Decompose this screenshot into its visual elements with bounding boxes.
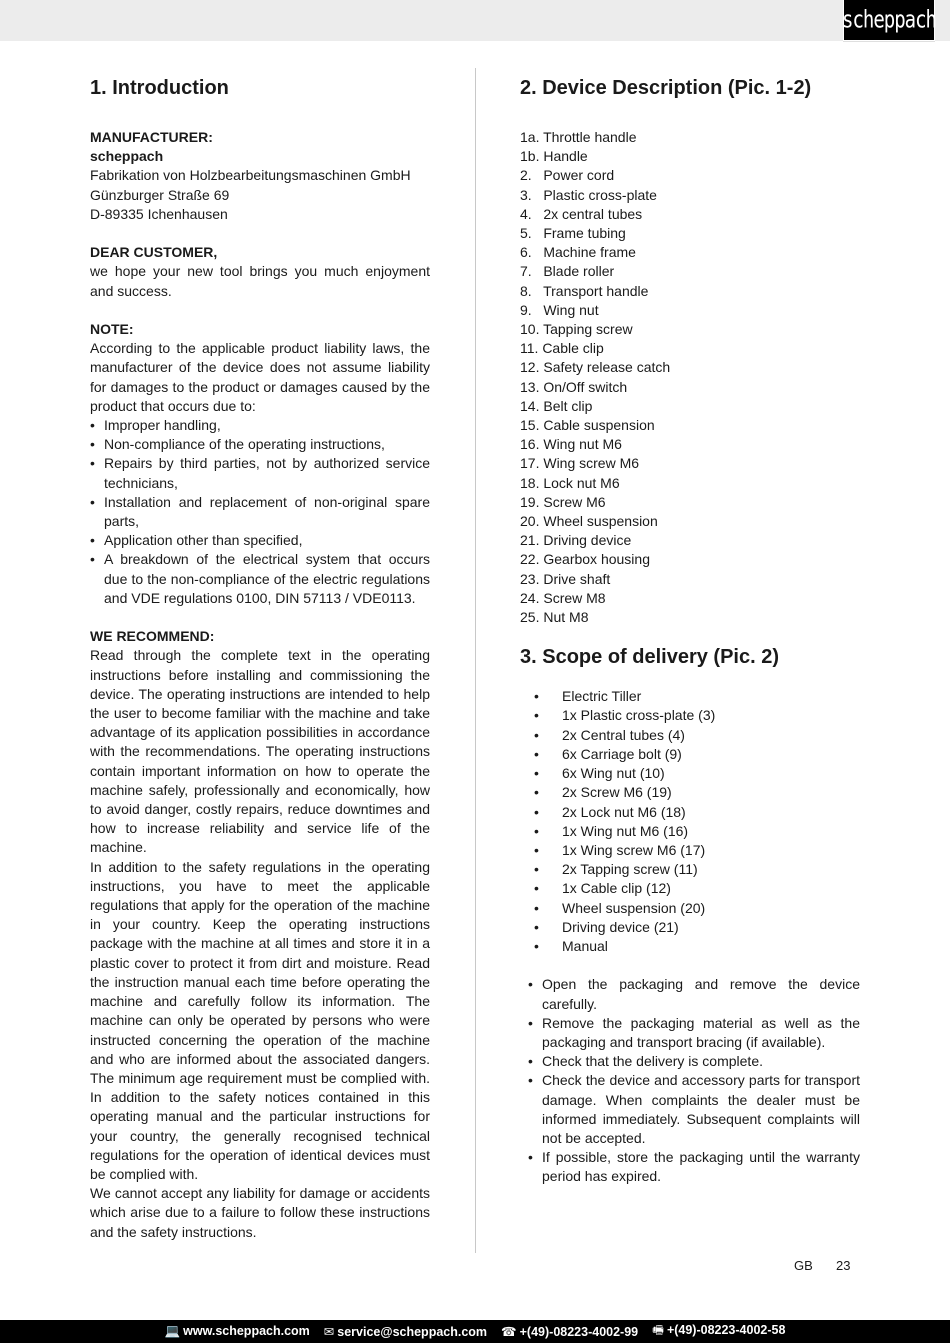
footer-phone: [501, 1324, 638, 1339]
list-item: • A breakdown of the electrical system that occurs due to the non-compliance of the electric regulations and VDE regulations 0100, DIN 57113 / VDE0113.: [90, 550, 430, 608]
list-item: 14. Belt clip: [520, 397, 593, 414]
list-item: • Remove the packaging material as well as the packaging and transport bracing (if available).: [528, 1014, 860, 1052]
list-item: 2. Power cord: [520, 167, 615, 184]
list-item: 24. Screw M8: [520, 589, 606, 606]
footer-email[interactable]: [324, 1324, 487, 1339]
footer-web[interactable]: [165, 1324, 310, 1339]
list-item: 19. Screw M6: [520, 493, 606, 510]
paragraph: Read through the complete text in the operating instructions before installing and commissioning the device. The operating instructions are intended to help the user to become familiar with the machine and take advantage of its application possibilities in accordance with the recommendations. The operating instructions contain important information on how to operate the machine safely, professionally and economically, how to avoid danger, costly repairs, reduce downtimes and how to increase reliability and service life of the machine.: [90, 647, 430, 856]
list-item: • 1x Wing nut M6 (16): [534, 822, 860, 841]
recommend-label: WE RECOMMEND:: [90, 628, 215, 645]
device-section: [520, 76, 860, 1187]
list-item: • 6x Wing nut (10): [534, 764, 860, 783]
dear-customer-label: DEAR CUSTOMER,: [90, 244, 218, 261]
list-item: 11. Cable clip: [520, 340, 604, 357]
list-item: • Wheel suspension (20): [534, 899, 860, 918]
device-parts-list: [520, 128, 860, 627]
list-item: • 2x Lock nut M6 (18): [534, 803, 860, 822]
list-item: 18. Lock nut M6: [520, 474, 620, 491]
address-line: Fabrikation von Holzbearbeitungsmaschinen GmbH: [90, 167, 411, 184]
list-item: 4. 2x central tubes: [520, 205, 643, 222]
manufacturer-name: scheppach: [90, 148, 164, 165]
list-item: • Driving device (21): [534, 918, 860, 937]
list-item: • If possible, store the packaging until the warranty period has expired.: [528, 1148, 860, 1186]
section-title: 3. Scope of delivery (Pic. 2): [520, 646, 779, 669]
list-item: 20. Wheel suspension: [520, 513, 658, 530]
note-text: According to the applicable product liability laws, the manufacturer of the device does not assume liability for damages to the product or damages caused by the product that occurs due to:: [90, 340, 430, 414]
page-header: [0, 0, 950, 41]
list-item: • 6x Carriage bolt (9): [534, 745, 860, 764]
list-item: • Check that the delivery is complete.: [528, 1052, 860, 1071]
list-item: 12. Safety release catch: [520, 359, 671, 376]
list-item: • 2x Screw M6 (19): [534, 783, 860, 802]
list-item: • Manual: [534, 937, 860, 956]
address-line: D-89335 Ichenhausen: [90, 205, 228, 222]
fax-icon: 🖷: [652, 1323, 664, 1337]
list-item: 25. Nut M8: [520, 609, 589, 626]
list-item: • Application other than specified,: [90, 531, 430, 550]
computer-icon: 💻: [164, 1324, 181, 1338]
list-item: • Electric Tiller: [534, 687, 860, 706]
list-item: • Repairs by third parties, not by authorized service technicians,: [90, 454, 430, 492]
list-item: • 2x Central tubes (4): [534, 726, 860, 745]
list-item: • Installation and replacement of non-original spare parts,: [90, 493, 430, 531]
phone-number: +(49)-08223-4002-99: [519, 1325, 639, 1339]
list-item: • Improper handling,: [90, 416, 430, 435]
note-list: [90, 416, 430, 608]
list-item: • 1x Plastic cross-plate (3): [534, 706, 860, 725]
footer-fax: [652, 1321, 785, 1342]
list-item: 6. Machine frame: [520, 244, 636, 261]
list-item: 3. Plastic cross-plate: [520, 186, 657, 203]
list-item: • Non-compliance of the operating instructions,: [90, 435, 430, 454]
list-item: • Check the device and accessory parts for transport damage. When complaints the dealer must be informed immediately. Subsequent complaints will not be accepted.: [528, 1071, 860, 1148]
web-link[interactable]: www.scheppach.com: [183, 1324, 310, 1338]
scheppach-logo: scheppach: [843, 0, 935, 41]
list-item: 15. Cable suspension: [520, 417, 655, 434]
list-item: 17. Wing screw M6: [520, 455, 640, 472]
list-item: 8. Transport handle: [520, 282, 649, 299]
paragraph: In addition to the safety regulations in the operating instructions, you have to meet the applicable regulations that apply for the operation of the machine in your country. Keep the operating instructions package with the machine at all times and store it in a plastic cover to protect it from dirt and moisture. Read the instruction manual each time before operating the machine and carefully follow its information. The machine can only be operated by persons who were instructed concerning the operation of the machine and who are informed about the associated dangers. The minimum age requirement must be complied with. In addition to the safety notices contained in this operating manual and the particular instructions for your country, the generally recognised technical regulations for the operation of identical devices must be complied with.: [90, 858, 430, 1182]
note-label: NOTE:: [90, 321, 134, 337]
list-item: 7. Blade roller: [520, 263, 615, 280]
list-item: 23. Drive shaft: [520, 570, 611, 587]
list-item: • 2x Tapping screw (11): [534, 860, 860, 879]
list-item: 1a. Throttle handle: [520, 129, 637, 145]
page-footer: [0, 1320, 950, 1343]
email-link[interactable]: service@scheppach.com: [337, 1325, 488, 1339]
list-item: 9. Wing nut: [520, 301, 599, 318]
mail-icon: ✉: [323, 1325, 335, 1339]
paragraph: We cannot accept any liability for damage or accidents which arise due to a failure to follow these instructions and the safety instructions.: [90, 1185, 430, 1240]
section-title: 1. Introduction: [90, 77, 229, 99]
introduction-section: [90, 76, 430, 1242]
list-item: • 1x Wing screw M6 (17): [534, 841, 860, 860]
unpacking-instructions: [528, 975, 860, 1186]
list-item: 10. Tapping screw: [520, 321, 633, 338]
section-title: 2. Device Description (Pic. 1-2): [520, 77, 812, 99]
language-code: GB: [794, 1258, 813, 1273]
fax-number: +(49)-08223-4002-58: [666, 1323, 786, 1337]
manufacturer-label: MANUFACTURER:: [90, 129, 213, 145]
page-number: 23: [836, 1258, 851, 1273]
dear-customer-text: we hope your new tool brings you much enjoyment and success.: [90, 263, 430, 299]
list-item: 5. Frame tubing: [520, 225, 626, 242]
list-item: 1b. Handle: [520, 148, 588, 165]
list-item: 13. On/Off switch: [520, 378, 628, 395]
list-item: • 1x Cable clip (12): [534, 879, 860, 898]
list-item: • Open the packaging and remove the device carefully.: [528, 975, 860, 1013]
list-item: 16. Wing nut M6: [520, 436, 622, 453]
list-item: 21. Driving device: [520, 532, 632, 549]
column-divider: [475, 68, 476, 1253]
address-line: Günzburger Straße 69: [90, 186, 230, 203]
list-item: 22. Gearbox housing: [520, 551, 650, 568]
phone-icon: ☎: [501, 1325, 517, 1339]
scope-list: [534, 687, 860, 956]
